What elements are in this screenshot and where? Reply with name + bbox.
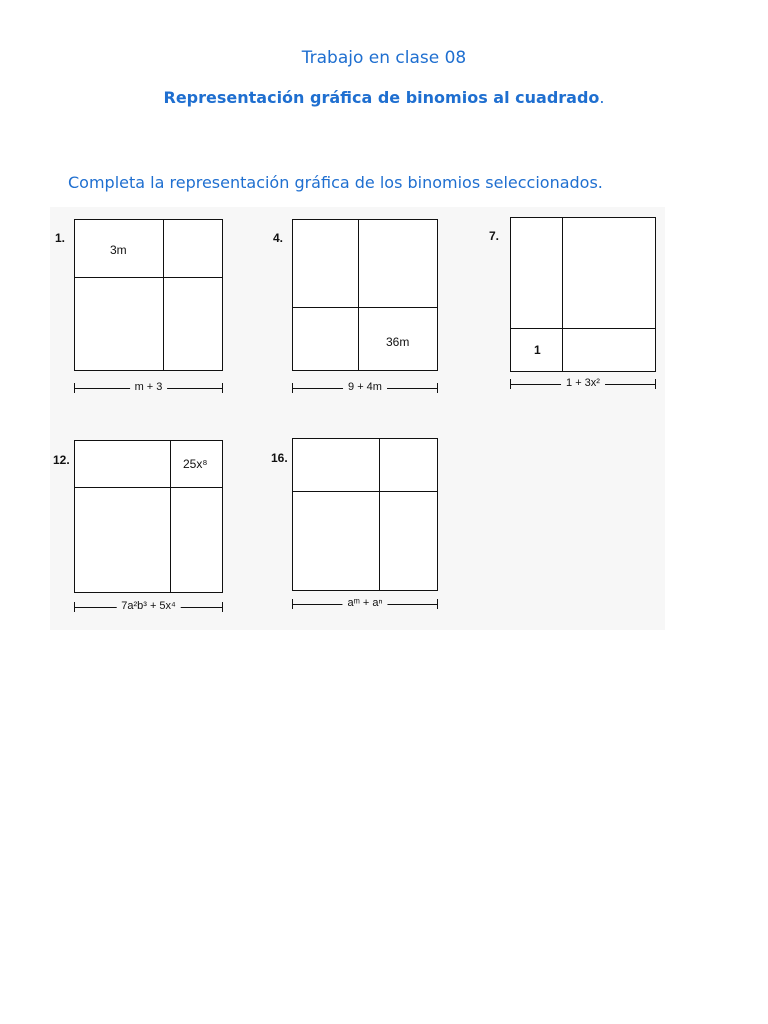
problem-4: [268, 207, 468, 407]
divider-horizontal: [292, 307, 438, 308]
problem-number: 1.: [55, 231, 66, 245]
dimension-line: [510, 379, 656, 389]
divider-vertical: [358, 219, 359, 371]
cell-label: 36m: [386, 335, 410, 349]
problem-number: 16.: [271, 451, 288, 465]
cell-label: 25x⁸: [183, 457, 208, 471]
divider-horizontal: [292, 491, 438, 492]
divider-horizontal: [74, 487, 223, 488]
dimension-line: [74, 383, 223, 393]
problem-7: [486, 207, 666, 407]
subtitle-text: Representación gráfica de binomios al cuadrado: [163, 88, 600, 107]
divider-horizontal: [510, 328, 656, 329]
problem-number: 4.: [273, 231, 284, 245]
dimension-label: aᵐ + aⁿ: [342, 597, 387, 609]
subtitle-period: .: [599, 88, 605, 107]
problem-number: 12.: [53, 453, 70, 467]
problem-1: [50, 207, 250, 407]
page-title: Trabajo en clase 08: [301, 48, 467, 68]
instruction-text: Completa la representación gráfica de los binomios seleccionados.: [68, 173, 603, 192]
problem-16: [268, 429, 468, 629]
dimension-line: [74, 602, 223, 612]
dimension-label: 7a²b³ + 5x⁴: [116, 600, 181, 612]
area-square: [74, 219, 223, 371]
cell-label: 3m: [110, 243, 127, 257]
divider-vertical: [562, 217, 563, 372]
problem-number: 7.: [489, 229, 500, 243]
area-square: [510, 217, 656, 372]
area-square: [292, 219, 438, 371]
dimension-label: 1 + 3x²: [561, 377, 605, 389]
divider-vertical: [163, 219, 164, 371]
dimension-label: m + 3: [130, 381, 168, 393]
dimension-line: [292, 599, 438, 609]
page-subtitle: [0, 88, 768, 107]
dimension-label: 9 + 4m: [343, 381, 387, 393]
problem-12: [50, 429, 250, 629]
divider-vertical: [170, 440, 171, 593]
area-square: [292, 438, 438, 591]
cell-label: 1: [534, 343, 541, 357]
divider-horizontal: [74, 277, 223, 278]
divider-vertical: [379, 438, 380, 591]
exercise-scan: [50, 207, 665, 630]
dimension-line: [292, 383, 438, 393]
